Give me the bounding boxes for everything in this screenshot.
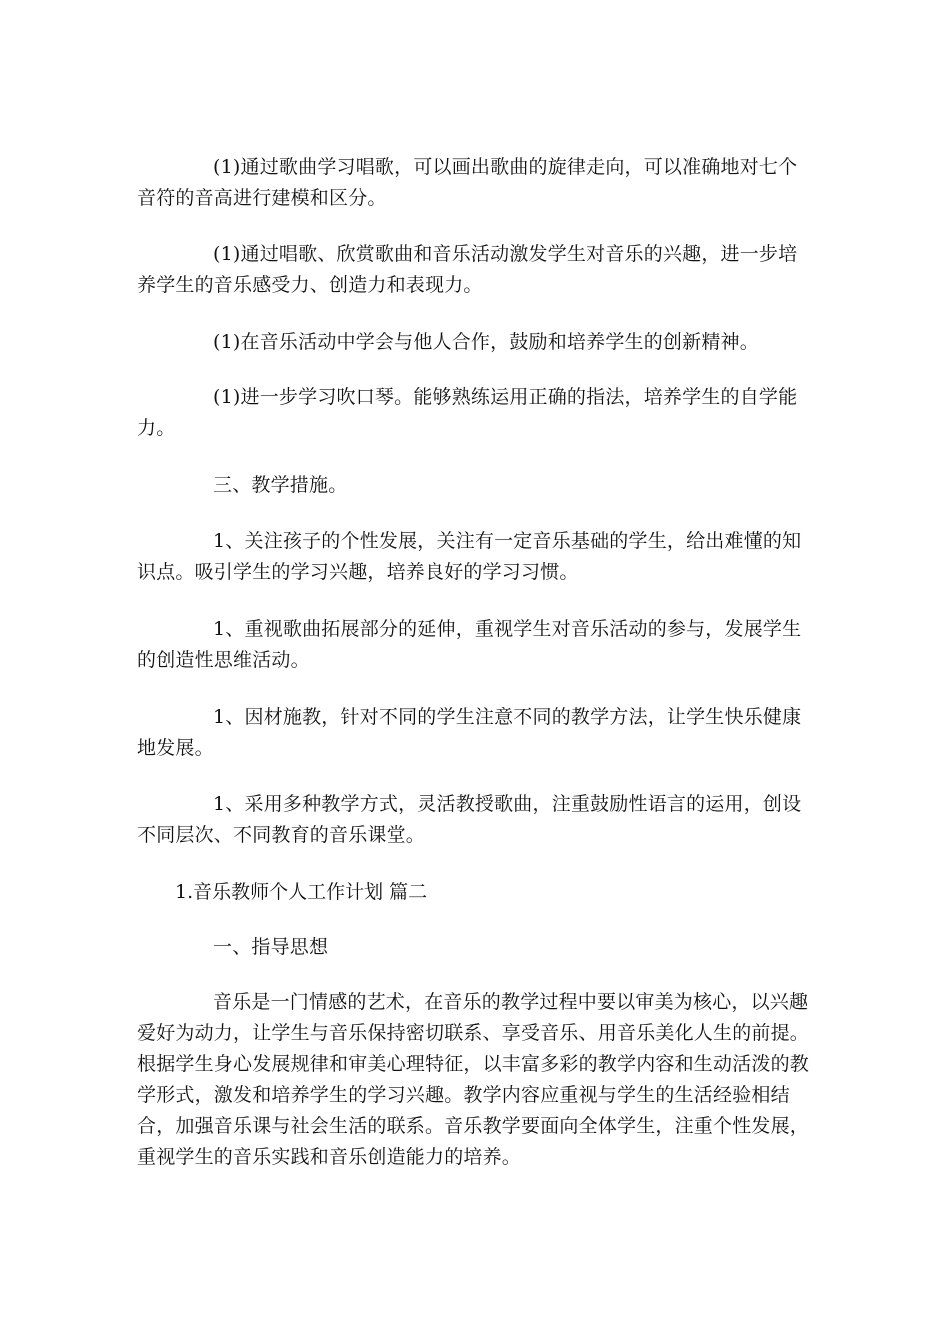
paragraph-objective-melody: (1)通过歌曲学习唱歌，可以画出歌曲的旋律走向，可以准确地对七个音符的音高进行建模和区分。 [137,156,798,209]
paragraph-objective-interest: (1)通过唱歌、欣赏歌曲和音乐活动激发学生对音乐的兴趣，进一步培养学生的音乐感受力、创造力和表现力。 [137,243,798,296]
paragraph-measure-methods: 1、采用多种教学方式，灵活教授歌曲，注重鼓励性语言的运用，创设不同层次、不同教育的音乐课堂。 [137,793,802,846]
section-heading-part-two: 1.音乐教师个人工作计划 篇二 [175,881,428,903]
paragraph-measure-extension: 1、重视歌曲拓展部分的延伸，重视学生对音乐活动的参与，发展学生的创造性思维活动。 [137,618,802,671]
paragraph-guiding-idea: 音乐是一门情感的艺术，在音乐的教学过程中要以审美为核心，以兴趣爱好为动力，让学生与音乐保持密切联系、享受音乐、用音乐美化人生的前提。根据学生身心发展规律和审美心理特征，以丰富多彩的教学内容和生动活泼的教学形式，激发和培养学生的学习兴趣。教学内容应重视与学生的生活经验相结合，加强音乐课与社会生活的联系。音乐教学要面向全体学生，注重个性发展，重视学生的音乐实践和音乐创造能力的培养。 [137,991,810,1168]
paragraph-objective-harmonica: (1)进一步学习吹口琴。能够熟练运用正确的指法，培养学生的自学能力。 [137,386,798,439]
section-heading-measures: 三、教学措施。 [213,474,348,496]
paragraph-objective-cooperation: (1)在音乐活动中学会与他人合作，鼓励和培养学生的创新精神。 [213,331,759,353]
paragraph-measure-individuality: 1、关注孩子的个性发展，关注有一定音乐基础的学生，给出难懂的知识点。吸引学生的学习兴趣，培养良好的学习习惯。 [137,530,802,583]
subheading-guiding-idea: 一、指导思想 [213,936,329,958]
paragraph-measure-differentiation: 1、因材施教，针对不同的学生注意不同的教学方法，让学生快乐健康地发展。 [137,706,802,759]
